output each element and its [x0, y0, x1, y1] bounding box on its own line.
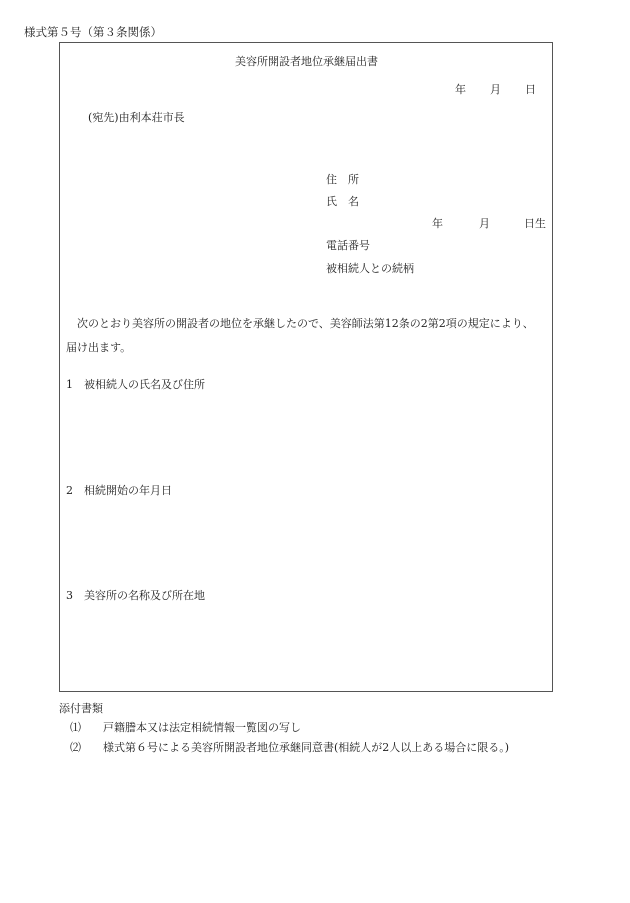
date-year-label: 年 [455, 83, 466, 96]
attachment-marker: ⑴ [70, 721, 81, 734]
address-label: 住 所 [326, 173, 359, 186]
attachments-heading: 添付書類 [59, 702, 103, 715]
item-label: 被相続人の氏名及び住所 [84, 378, 205, 391]
name-label: 氏 名 [326, 195, 359, 208]
birth-day-label: 日生 [524, 217, 546, 230]
item-number: 3 [66, 589, 73, 602]
form-number: 様式第５号（第３条関係） [24, 25, 162, 39]
item-number: 2 [66, 484, 73, 497]
form-title: 美容所開設者地位承継届出書 [235, 55, 378, 68]
relation-label: 被相続人との続柄 [326, 262, 414, 275]
attachment-marker: ⑵ [70, 741, 81, 754]
item-label: 美容所の名称及び所在地 [84, 589, 205, 602]
addressee: (宛先)由利本荘市長 [88, 111, 185, 124]
birth-year-label: 年 [432, 217, 443, 230]
date-month-label: 月 [490, 83, 501, 96]
item-label: 相続開始の年月日 [84, 484, 172, 497]
birth-month-label: 月 [479, 217, 490, 230]
phone-label: 電話番号 [326, 239, 370, 252]
item-number: 1 [66, 378, 73, 391]
declaration-text: 次のとおり美容所の開設者の地位を承継したので、美容師法第12条の2第2項の規定により、届け出ます。 [66, 317, 534, 354]
date-day-label: 日 [525, 83, 536, 96]
attachment-text: 様式第６号による美容所開設者地位承継同意書(相続人が2人以上ある場合に限る。) [103, 741, 510, 754]
attachment-text: 戸籍謄本又は法定相続情報一覧図の写し [103, 721, 301, 734]
